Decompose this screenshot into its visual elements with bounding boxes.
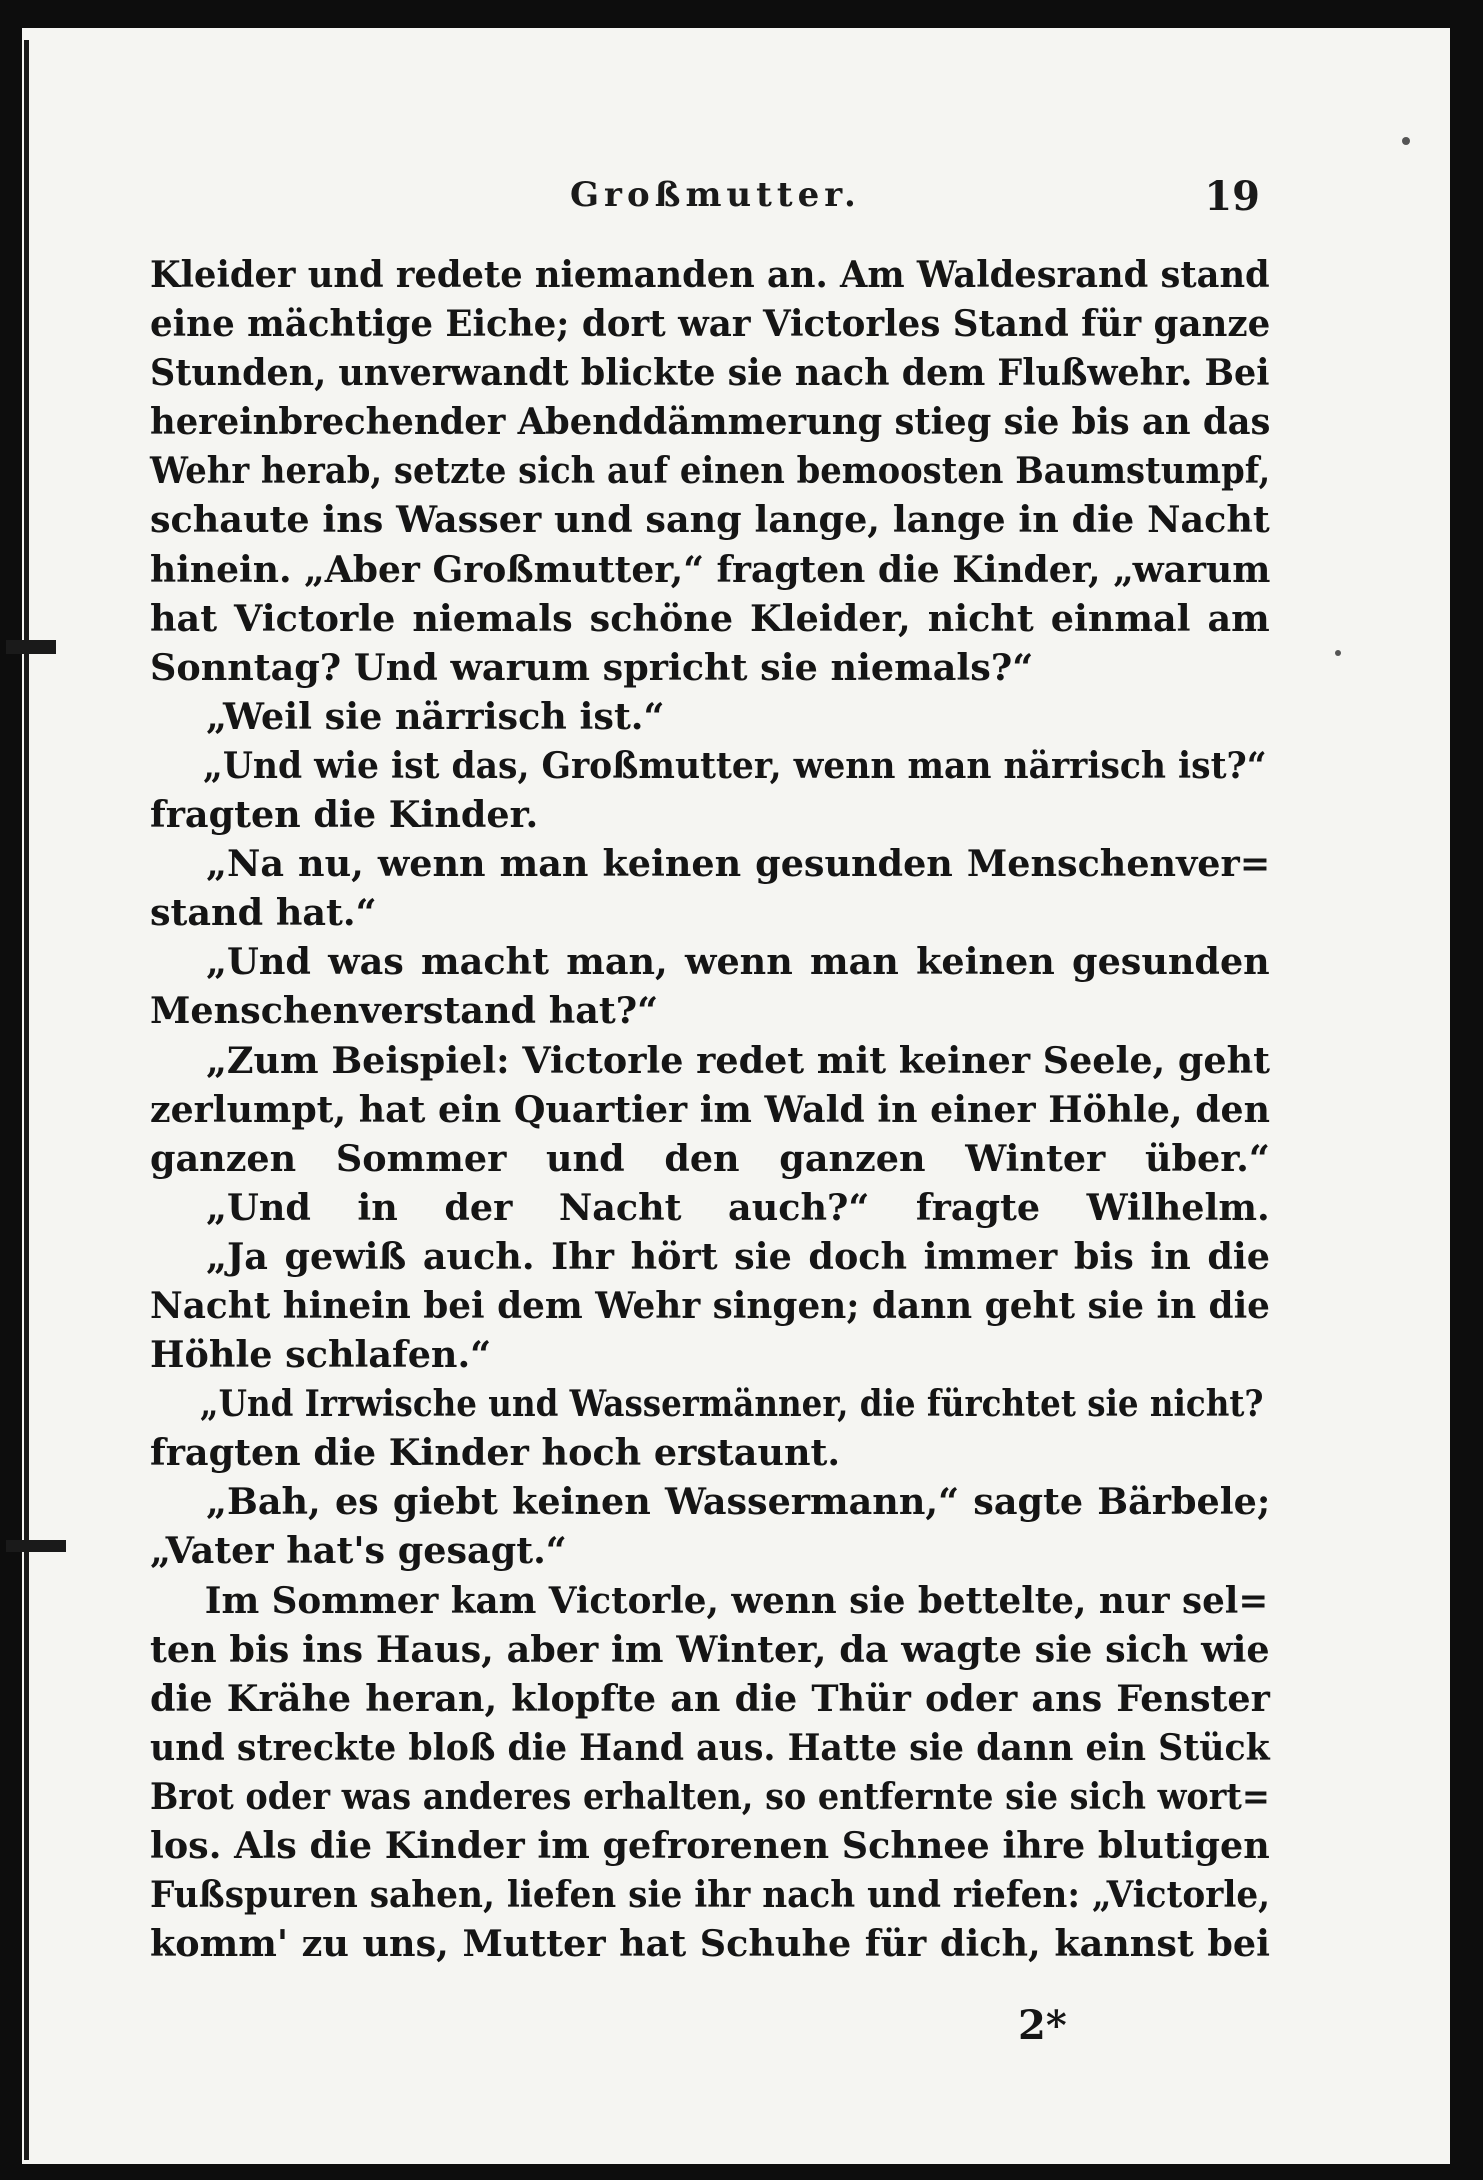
speck (1402, 137, 1410, 145)
text-line: „Und in der Nacht auch?“ fragte Wilhelm. (206, 1185, 1270, 1229)
text-line: komm' zu uns, Mutter hat Schuhe für dich, kannst bei (150, 1922, 1270, 1966)
text-line: Fußspuren sahen, liefen sie ihr nach und riefen: „Victorle, (150, 1873, 1271, 1917)
text-line: hat Victorle niemals schöne Kleider, nicht einmal am (150, 596, 1270, 640)
text-line: fragten die Kinder hoch erstaunt. (150, 1431, 841, 1475)
text-line: stand hat.“ (150, 891, 377, 935)
text-line: Nacht hinein bei dem Wehr singen; dann geht sie in die (150, 1283, 1270, 1327)
text-line: Brot oder was anderes erhalten, so entfernte sie sich wort= (150, 1774, 1270, 1818)
text-line: die Krähe heran, klopfte an die Thür oder ans Fenster (150, 1676, 1270, 1720)
text-line: Höhle schlafen.“ (150, 1333, 492, 1377)
scan-border-bottom (0, 2164, 1483, 2180)
text-line: „Und Irrwische und Wassermänner, die fürchtet sie nicht? (199, 1382, 1264, 1426)
text-line: Wehr herab, setzte sich auf einen bemoosten Baumstumpf, (150, 449, 1271, 493)
text-line: los. Als die Kinder im gefrorenen Schnee ihre blutigen (150, 1824, 1270, 1867)
binding-mark (6, 640, 56, 654)
text-line: ten bis ins Haus, aber im Winter, da wagte sie sich wie (150, 1627, 1270, 1671)
scan-border-right (1450, 0, 1483, 2180)
text-line: schaute ins Wasser und sang lange, lange in die Nacht (150, 498, 1270, 542)
text-line: „Ja gewiß auch. Ihr hört sie doch immer bis in die (206, 1234, 1270, 1278)
text-line: Kleider und redete niemanden an. Am Waldesrand stand (150, 253, 1270, 296)
text-line: „Und wie ist das, Großmutter, wenn man närrisch ist?“ (202, 743, 1267, 787)
text-line: „Und was macht man, wenn man keinen gesunden (206, 940, 1270, 984)
text-line: und streckte bloß die Hand aus. Hatte sie dann ein Stück (150, 1725, 1270, 1769)
text-line: Stunden, unverwandt blickte sie nach dem Flußwehr. Bei (150, 351, 1270, 395)
text-line: „Zum Beispiel: Victorle redet mit keiner Seele, geht (205, 1038, 1270, 1082)
page-header (150, 175, 1260, 235)
text-line: hinein. „Aber Großmutter,“ fragten die Kinder, „warum (150, 547, 1271, 591)
text-line: „Weil sie närrisch ist.“ (206, 694, 665, 738)
text-line: ganzen Sommer und den ganzen Winter über.“ (150, 1136, 1270, 1180)
text-line: „Na nu, wenn man keinen gesunden Menschenver= (206, 842, 1271, 886)
page-number: 19 (1204, 173, 1260, 220)
text-line: Im Sommer kam Victorle, wenn sie bettelte, nur sel= (204, 1578, 1269, 1622)
text-line: eine mächtige Eiche; dort war Victorles Stand für ganze (150, 302, 1271, 346)
text-line: Menschenverstand hat?“ (150, 989, 659, 1033)
signature-mark: 2* (1018, 2002, 1067, 2049)
running-title: Großmutter. (570, 175, 861, 215)
text-line: „Bah, es giebt keinen Wassermann,“ sagte Bärbele; (206, 1480, 1271, 1524)
text-line: „Vater hat's gesagt.“ (150, 1529, 567, 1573)
binding-mark (6, 1540, 66, 1552)
text-line: fragten die Kinder. (150, 793, 539, 837)
text-line: hereinbrechender Abenddämmerung stieg sie bis an das (150, 400, 1271, 444)
speck (1335, 650, 1341, 656)
text-line: Sonntag? Und warum spricht sie niemals?“ (150, 645, 1034, 689)
binding-edge (24, 40, 29, 2160)
body-text (150, 250, 1270, 1968)
text-line: zerlumpt, hat ein Quartier im Wald in einer Höhle, den (150, 1087, 1271, 1131)
